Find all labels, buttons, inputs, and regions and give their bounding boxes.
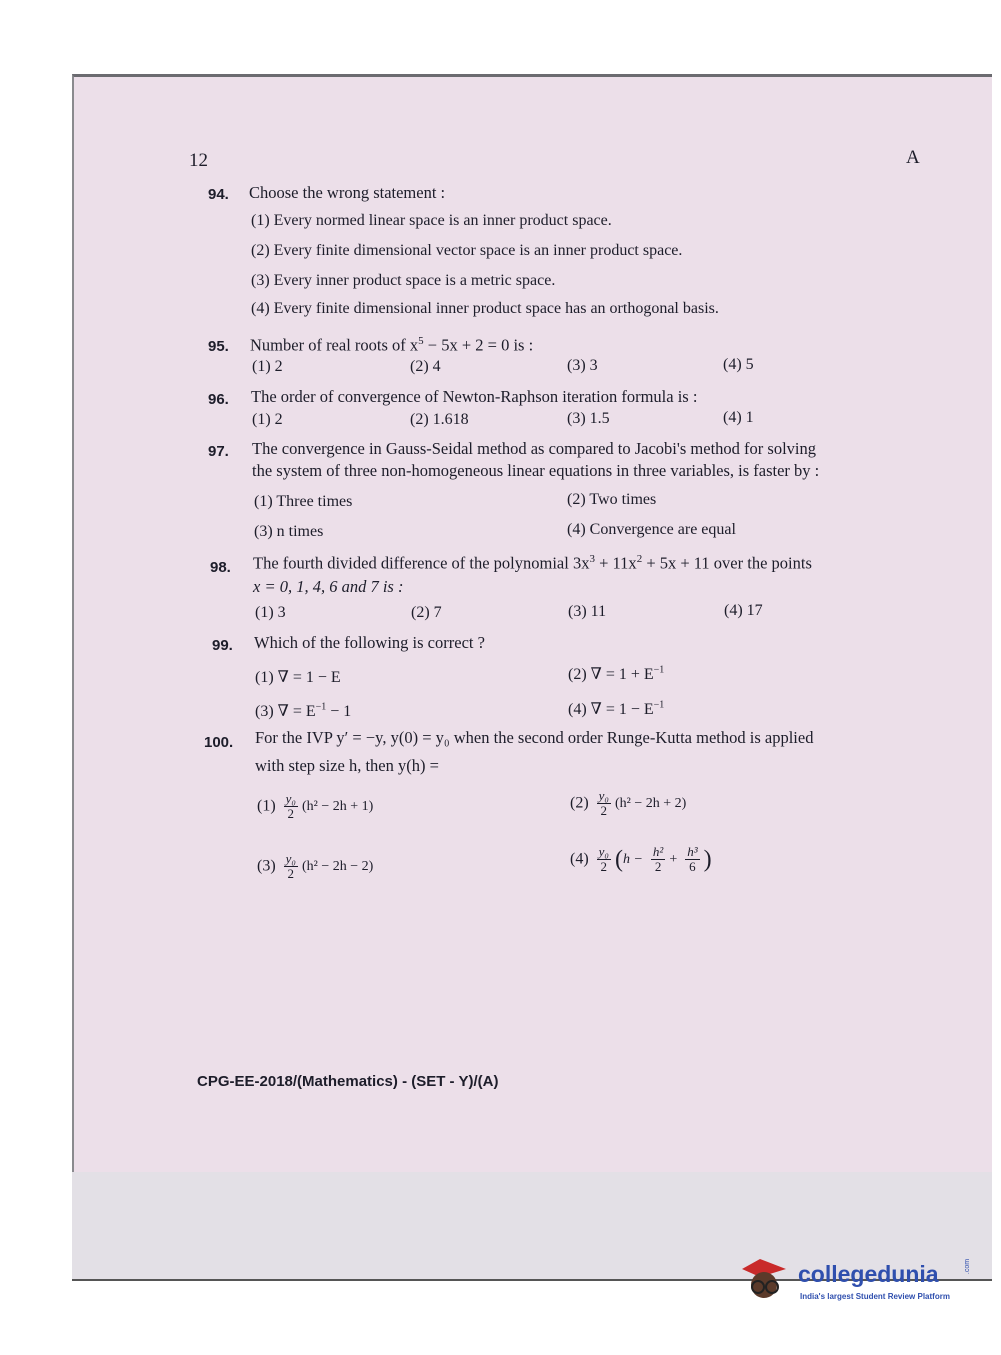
question-text-line2: x = 0, 1, 4, 6 and 7 is : <box>253 577 404 596</box>
option: (2) 1.618 <box>410 411 469 428</box>
option: (4) Every finite dimensional inner product space has an orthogonal basis. <box>251 300 719 317</box>
option: (3) 11 <box>568 603 607 620</box>
option: (1) ∇ = 1 − E <box>255 669 341 686</box>
question-number: 100. <box>204 734 234 751</box>
option: (2) $\frac{\text{y₀}}{2}$ (h² − 2h + 2) <box>570 788 687 819</box>
option: (1) $\frac{\text{y₀}}{2}$ (h² − 2h + 1) <box>257 791 374 822</box>
option: (2) Two times <box>567 491 657 508</box>
question-text: Choose the wrong statement : <box>249 183 446 202</box>
question-number: 94. <box>208 186 229 203</box>
option: (1) Every normed linear space is an inner product space. <box>251 212 612 229</box>
option: (4) $\frac{\text{y₀}}{2}$ (h − $\frac{\text{h²}}{2}$ + $\frac{\text{h³}}{6}$ ) <box>570 844 712 875</box>
option: (1) 2 <box>252 411 283 428</box>
option: (3) n times <box>254 523 324 540</box>
option: (2) Every finite dimensional vector space is an inner product space. <box>251 242 683 259</box>
question-number: 99. <box>212 637 233 654</box>
footer-code: CPG-EE-2018/(Mathematics) - (SET - Y)/(A) <box>197 1073 499 1090</box>
option: (3) 3 <box>567 357 598 374</box>
option: (1) Three times <box>254 493 353 510</box>
question-text: The fourth divided difference of the polynomial $3x^3 + 11x^2 + 5x + 11$ over the points <box>253 553 812 573</box>
logo-wordmark: collegedunia <box>798 1261 939 1287</box>
set-label: A <box>906 147 920 168</box>
option: (4) ∇ = $1 - E^{-1}$ <box>568 699 665 718</box>
option: (3) ∇ = $E^{-1} - 1$ <box>255 701 352 720</box>
question-number: 95. <box>208 338 229 355</box>
question-text: Number of real roots of $x^5 - 5x + 2 = 0$ is : <box>250 335 534 355</box>
option: (4) 5 <box>723 356 754 373</box>
question-number: 98. <box>210 559 231 576</box>
option: (2) 4 <box>410 358 441 375</box>
question-text-line2: the system of three non-homogeneous linear equations in three variables, is faster by : <box>252 461 820 480</box>
option: (1) 3 <box>255 604 286 621</box>
option: (3) $\frac{\text{y₀}}{2}$ (h² − 2h − 2) <box>257 851 374 882</box>
question-text-line2: with step size h, then y(h) = <box>255 756 439 775</box>
option: (1) 2 <box>252 358 283 375</box>
question-text: The convergence in Gauss-Seidal method as compared to Jacobi's method for solving <box>252 439 816 458</box>
page-number: 12 <box>189 150 208 171</box>
option: (2) ∇ = $1 + E^{-1}$ <box>568 664 665 683</box>
logo-tagline: India's largest Student Review Platform <box>800 1292 950 1301</box>
question-number: 97. <box>208 443 229 460</box>
option: (2) 7 <box>411 604 442 621</box>
question-text: The order of convergence of Newton-Raphson iteration formula is : <box>251 387 698 406</box>
option: (4) 1 <box>723 409 754 426</box>
mascot-icon <box>742 1255 802 1305</box>
option: (4) Convergence are equal <box>567 521 736 538</box>
option: (3) Every inner product space is a metric space. <box>251 272 556 289</box>
option: (4) 17 <box>724 602 763 619</box>
question-number: 96. <box>208 391 229 408</box>
question-text: For the IVP y′ = −y, y(0) = y₀ when the second order Runge-Kutta method is applied <box>255 728 814 747</box>
logo-dotcom: .com <box>964 1258 972 1275</box>
option: (3) 1.5 <box>567 410 610 427</box>
question-text: Which of the following is correct ? <box>254 633 485 652</box>
